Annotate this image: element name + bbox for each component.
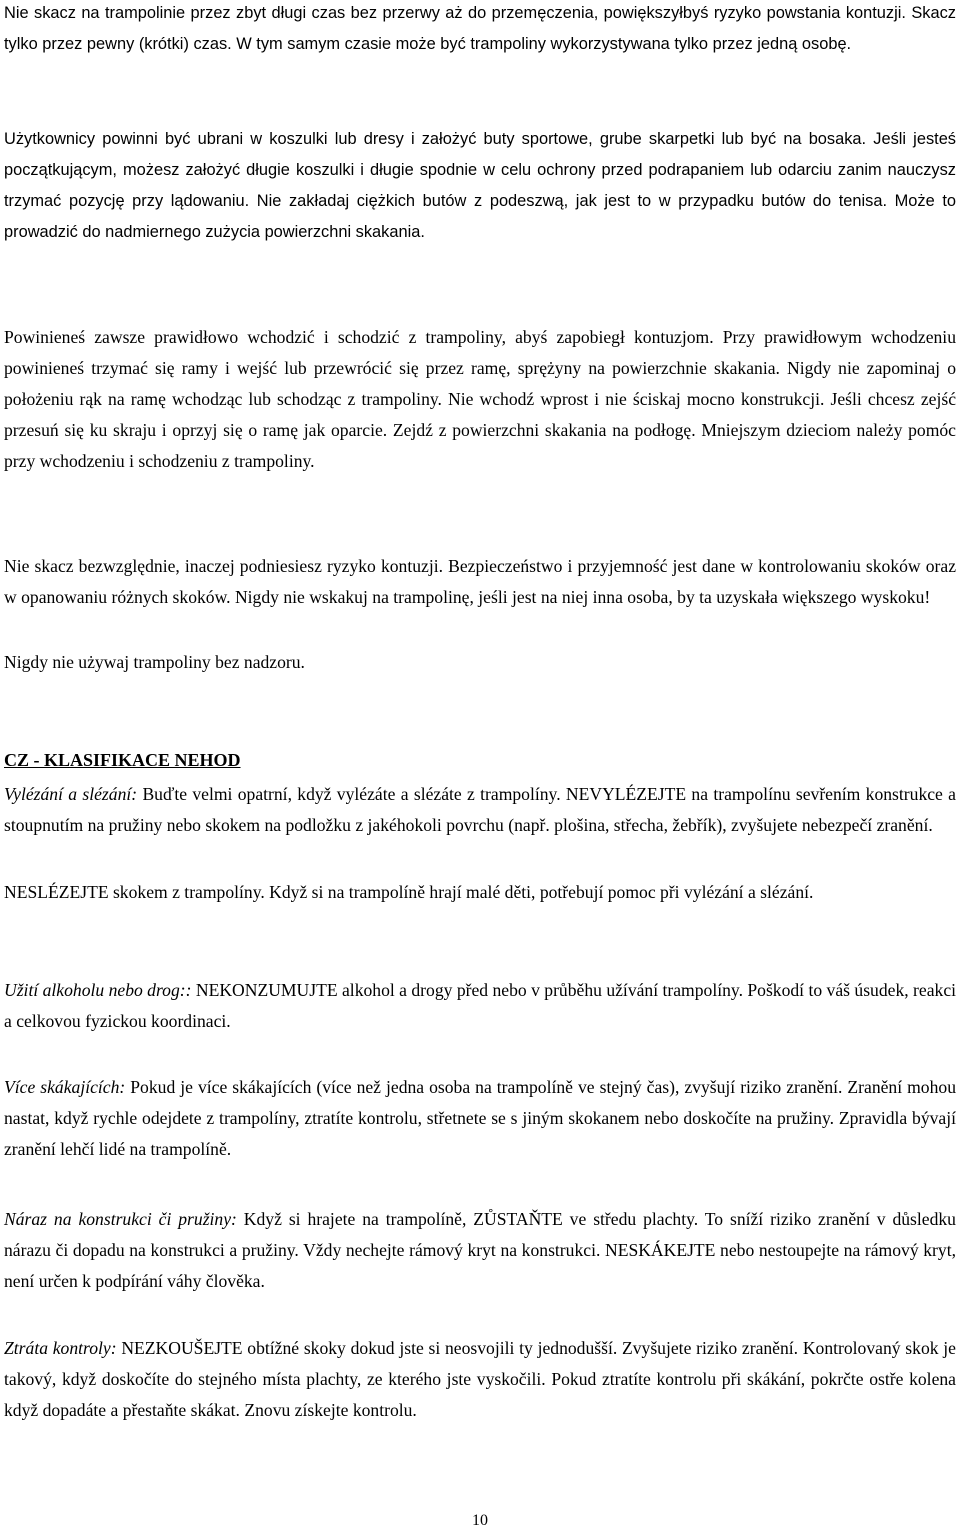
pl-paragraph-1: Nie skacz na trampolinie przez zbyt długi czas bez przerwy aż do przemęczenia, powiększyłbyś ryzyko powstania kontuzji. Skacz tylko przez pewny (krótki) czas. W tym samym czasie może być trampoliny wykorzystywana tylko przez jedną osobę. (4, 4, 956, 53)
cz-section-3-text: Pokud je více skákajících (více než jedna osoba na trampolíně ve stejný čas), zvyšují riziko zranění. Zranění mohou nastat, když rychle odejdete z trampolíny, ztratíte kontrolu, střetnete se s jiným skokanem nebo doskočíte na pružiny. Zpravidla bývají zranění lehčí lidé na trampolíně. (4, 1077, 956, 1159)
pl-paragraph-3: Powinieneś zawsze prawidłowo wchodzić i schodzić z trampoliny, abyś zapobiegł kontuzjom. Przy prawidłowym wchodzeniu powinieneś trzymać się ramy i wejść lub przewrócić się przez ramę, sprężyny na powierzchnie skakania. Nigdy nie zapominaj o położeniu rąk na ramę wchodząc lub schodząc z trampoliny. Nie wchodź wprost i nie ściskaj mocno konstrukcji. Jeśli chcesz zejść przesuń się ku skraju i oprzyj się o ramę jak oparcie. Zejdź z powierzchni skakania na podłogę. Mniejszym dzieciom należy pomóc przy wchodzeniu i schodzeniu z trampoliny. (4, 327, 956, 471)
cz-section-5-label: Ztráta kontroly: (4, 1338, 117, 1358)
cz-section-4-text: Když si hrajete na trampolíně, ZŮSTAŇTE ve středu plachty. To sníží riziko zranění v důsledku nárazu či dopadu na konstrukci a pružiny. Vždy nechejte rámový kryt na konstrukci. NESKÁKEJTE nebo nestoupejte na rámový kryt, není určen k podpírání váhy člověka. (4, 1209, 956, 1291)
cz-section-1-text: Buďte velmi opatrní, když vylézáte a slézáte z trampolíny. NEVYLÉZEJTE na trampolínu sevřením konstrukce a stoupnutím na pružiny nebo skokem na podložku z jakéhokoli povrchu (např. plošina, střecha, žebřík), zvyšujete nebezpečí zranění. (4, 784, 956, 835)
page-number: 10 (472, 1512, 488, 1529)
cz-section-4-label: Náraz na konstrukci či pružiny: (4, 1209, 237, 1229)
pl-paragraph-5: Nigdy nie używaj trampoliny bez nadzoru. (4, 652, 305, 672)
cz-section-4 (4, 1204, 956, 1297)
cz-section-5-text: NEZKOUŠEJTE obtížné skoky dokud jste si neosvojili ty jednodušší. Zvyšujete riziko zranění. Kontrolovaný skok je takový, když doskočíte do stejného místa plachty, ze kterého jste vyskočili. Pokud ztratíte kontrolu při skákání, pokrčte ostře kolena když dopadáte a přestaňte skákat. Znovu získejte kontrolu. (4, 1338, 956, 1420)
pl-paragraph-2-b: Jeśli jesteś początkującym, możesz założyć długie koszulki i długie spodnie w celu ochrony przed podrapaniem lub odarciu zanim nauczysz trzymać pozycję przy lądowaniu. Nie zakładaj ciężkich butów z podeszwą, jak jest to w przypadku butów do tenisa. Może to prowadzić do nadmiernego zużycia powierzchni skakania. (4, 130, 957, 241)
cz-section-1-continued: NESLÉZEJTE skokem z trampolíny. Když si na trampolíně hrají malé děti, potřebují pomoc při vylézání a slézání. (4, 882, 814, 902)
cz-section-5 (4, 1333, 956, 1426)
cz-section-2-text: NEKONZUMUJTE alkohol a drogy před nebo v průběhu užívání trampolíny. Poškodí to váš úsudek, reakci a celkovou fyzickou koordinaci. (4, 980, 957, 1031)
cz-section-1-label: Vylézání a slézání: (4, 784, 138, 804)
cz-section-3-label: Více skákajících: (4, 1077, 126, 1097)
cz-section-2-label: Užití alkoholu nebo drog:: (4, 980, 192, 1000)
pl-paragraph-4: Nie skacz bezwzględnie, inaczej podniesiesz ryzyko kontuzji. Bezpieczeństwo i przyjemność jest dane w kontrolowaniu skoków oraz w opanowaniu różnych skoków. Nigdy nie wskakuj na trampolinę, jeśli jest na niej inna osoba, by ta uzyskała większego wyskoku! (4, 556, 956, 607)
cz-section-3 (4, 1072, 956, 1165)
cz-heading: CZ - KLASIFIKACE NEHOD (4, 750, 241, 770)
pl-paragraph-2-a: Użytkownicy powinni być ubrani w koszulki lub dresy i założyć buty sportowe, grube skarpetki lub być na bosaka. (4, 130, 867, 148)
pl-paragraph-2 (4, 124, 956, 248)
cz-section-2 (4, 975, 956, 1037)
cz-section-1 (4, 779, 956, 841)
